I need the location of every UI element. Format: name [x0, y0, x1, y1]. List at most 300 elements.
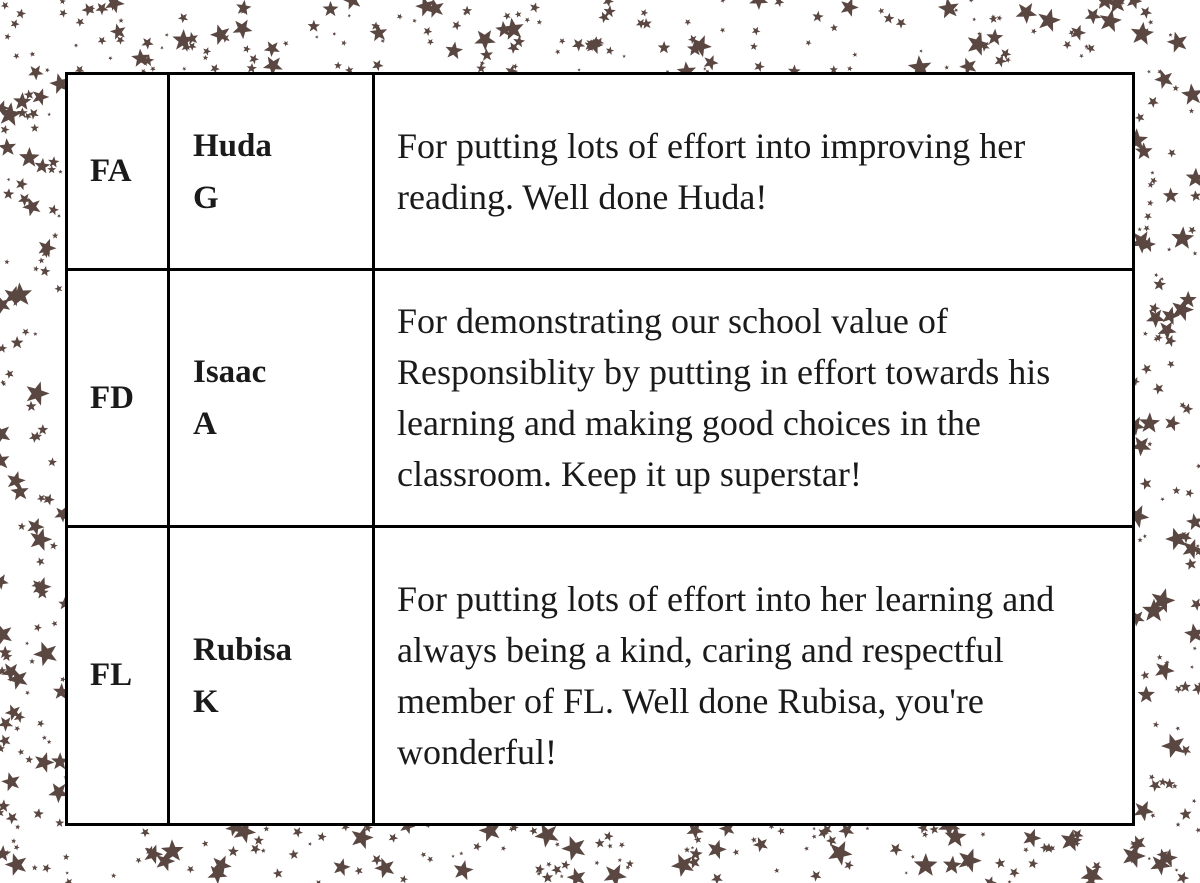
star-icon: [812, 834, 817, 839]
star-icon: [1190, 190, 1200, 201]
star-icon: [1177, 872, 1189, 883]
star-icon: [423, 27, 432, 36]
star-icon: [3, 188, 14, 199]
star-icon: [22, 329, 30, 336]
star-icon: [530, 2, 540, 12]
star-icon: [1028, 858, 1038, 868]
star-icon: [334, 62, 342, 70]
star-icon: [1150, 171, 1154, 175]
star-icon: [812, 827, 816, 831]
award-reason: For putting lots of effort into improving her reading. Well done Huda!: [374, 74, 1134, 270]
star-icon: [1175, 868, 1179, 872]
star-icon: [273, 868, 283, 878]
star-icon: [914, 853, 938, 876]
star-icon: [525, 17, 531, 23]
star-icon: [25, 690, 30, 695]
star-icon: [1169, 33, 1173, 37]
star-icon: [33, 88, 50, 105]
star-icon: [1154, 273, 1158, 278]
star-icon: [0, 623, 12, 646]
star-icon: [0, 574, 9, 590]
star-icon: [59, 9, 67, 17]
star-icon: [720, 28, 725, 34]
star-icon: [40, 266, 50, 276]
star-icon: [641, 18, 652, 29]
star-icon: [1038, 9, 1061, 32]
star-icon: [60, 0, 66, 4]
star-icon: [1195, 828, 1200, 834]
star-icon: [261, 848, 266, 853]
star-icon: [1163, 188, 1179, 203]
star-icon: [1172, 486, 1180, 494]
star-icon: [65, 878, 73, 883]
star-icon: [603, 0, 614, 7]
star-icon: [254, 835, 264, 845]
star-icon: [671, 854, 694, 877]
star-icon: [24, 90, 34, 100]
star-icon: [1143, 534, 1147, 538]
star-icon: [1135, 113, 1145, 123]
star-icon: [1144, 213, 1152, 221]
star-icon: [352, 826, 374, 849]
star-icon: [852, 52, 857, 57]
star-icon: [865, 826, 869, 830]
star-icon: [342, 0, 361, 10]
star-icon: [751, 837, 757, 843]
star-icon: [884, 13, 895, 24]
star-icon: [1181, 83, 1200, 104]
star-icon: [33, 266, 39, 272]
pupil-initial: G: [193, 179, 219, 216]
star-icon: [178, 13, 188, 23]
star-icon: [501, 846, 506, 851]
star-icon: [555, 842, 560, 847]
star-icon: [684, 19, 691, 26]
star-icon: [7, 178, 11, 182]
star-icon: [25, 756, 33, 764]
star-icon: [810, 871, 821, 882]
star-icon: [690, 847, 703, 860]
star-icon: [1193, 646, 1197, 650]
star-icon: [774, 868, 780, 873]
star-icon: [14, 726, 20, 732]
star-icon: [452, 21, 461, 31]
star-icon: [47, 739, 52, 744]
star-icon: [334, 858, 351, 876]
star-icon: [1131, 22, 1154, 45]
star-icon: [812, 11, 823, 22]
star-icon: [943, 856, 962, 874]
pupil-initial: K: [193, 683, 219, 720]
star-icon: [33, 332, 37, 336]
star-icon: [293, 827, 303, 837]
star-icon: [34, 624, 42, 632]
star-icon: [1100, 9, 1122, 32]
star-icon: [52, 232, 59, 238]
star-icon: [1, 772, 19, 791]
star-icon: [29, 658, 35, 664]
star-icon: [480, 48, 493, 61]
star-icon: [607, 843, 612, 848]
star-icon: [711, 873, 723, 883]
star-icon: [844, 860, 854, 870]
star-icon: [1143, 331, 1148, 336]
star-icon: [551, 865, 562, 876]
star-icon: [905, 871, 909, 874]
star-icon: [249, 54, 259, 64]
star-icon: [76, 18, 85, 27]
star-icon: [54, 285, 62, 293]
star-icon: [890, 843, 903, 856]
star-icon: [561, 860, 570, 869]
star-icon: [7, 471, 25, 490]
star-icon: [63, 854, 70, 861]
star-icon: [959, 849, 982, 873]
star-icon: [264, 41, 280, 57]
star-icon: [606, 46, 614, 55]
star-icon: [560, 874, 564, 878]
star-icon: [1149, 780, 1161, 792]
star-icon: [202, 840, 209, 847]
star-icon: [929, 825, 938, 835]
star-icon: [828, 841, 852, 866]
star-icon: [622, 54, 626, 58]
star-icon: [1186, 168, 1200, 187]
star-icon: [1140, 671, 1149, 680]
star-icon: [228, 846, 239, 857]
star-icon: [283, 41, 289, 47]
star-icon: [16, 178, 28, 190]
star-icon: [348, 14, 352, 18]
star-icon: [1186, 489, 1195, 498]
star-icon: [0, 344, 7, 353]
star-icon: [641, 9, 648, 17]
star-icon: [626, 860, 634, 868]
star-icon: [333, 32, 337, 36]
star-icon: [0, 451, 9, 471]
star-icon: [47, 112, 51, 116]
star-icon: [619, 842, 625, 848]
star-icon: [684, 847, 690, 853]
star-icon: [36, 557, 45, 566]
star-icon: [847, 66, 853, 72]
star-icon: [944, 65, 949, 70]
star-icon: [1139, 412, 1160, 432]
star-icon: [17, 749, 24, 756]
star-icon: [389, 833, 399, 843]
star-icon: [187, 866, 195, 874]
star-icon: [446, 42, 464, 60]
star-icon: [250, 844, 261, 854]
star-icon: [774, 0, 784, 7]
star-icon: [35, 752, 54, 772]
star-icon: [50, 542, 58, 550]
star-icon: [37, 720, 45, 728]
star-icon: [30, 51, 36, 57]
star-icon: [750, 43, 758, 51]
star-icon: [1179, 808, 1191, 820]
star-icon: [58, 170, 63, 174]
pupil-initial: A: [193, 406, 217, 442]
star-icon: [1175, 726, 1180, 731]
star-icon: [341, 40, 347, 46]
star-icon: [427, 39, 434, 46]
star-icon: [1184, 623, 1200, 643]
star-icon: [459, 851, 463, 855]
star-icon: [535, 823, 559, 847]
star-icon: [911, 855, 915, 859]
star-icon: [997, 15, 1003, 21]
pupil-first-name: Rubisa: [193, 631, 293, 668]
star-icon: [1147, 441, 1152, 446]
star-icon: [413, 19, 417, 24]
star-icon: [1153, 721, 1159, 727]
star-icon: [708, 840, 727, 860]
star-icon: [985, 876, 997, 883]
star-icon: [203, 47, 211, 56]
star-icon: [51, 621, 57, 627]
table-row: [67, 270, 1134, 527]
star-icon: [1137, 227, 1142, 231]
star-icon: [1137, 537, 1142, 542]
star-icon: [1079, 54, 1084, 58]
star-icon: [5, 33, 12, 40]
star-icon: [1086, 44, 1095, 54]
star-icon: [561, 836, 585, 861]
star-icon: [28, 109, 39, 120]
star-icon: [542, 872, 553, 883]
star-icon: [1167, 149, 1176, 158]
award-reason: For demonstrating our school value of Responsiblity by putting in effort towards his learning and making good choices in the classroom. Keep it up superstar!: [374, 270, 1134, 527]
star-icon: [754, 61, 765, 72]
star-icon: [595, 860, 600, 865]
star-icon: [160, 46, 164, 50]
pupil-first-name: Isaac: [193, 354, 267, 390]
star-icon: [704, 55, 719, 70]
star-icon: [355, 867, 363, 875]
star-icon: [14, 844, 20, 850]
star-icon: [16, 9, 26, 19]
star-icon: [515, 11, 522, 18]
star-icon: [830, 24, 838, 32]
star-icon: [1176, 822, 1181, 827]
star-icon: [752, 27, 761, 36]
star-icon: [604, 831, 614, 841]
star-icon: [1185, 558, 1197, 570]
star-icon: [372, 60, 383, 71]
star-icon: [1153, 383, 1164, 394]
pupil-name: [169, 270, 374, 527]
star-icon: [1161, 734, 1184, 758]
star-icon: [233, 20, 253, 39]
star-icon: [572, 39, 585, 52]
star-icon: [108, 56, 112, 60]
star-icon: [1189, 108, 1195, 113]
star-icon: [1192, 799, 1196, 804]
star-icon: [6, 812, 18, 824]
star-icon: [1167, 361, 1175, 369]
star-icon: [15, 824, 20, 829]
star-icon: [1149, 774, 1155, 780]
star-icon: [537, 19, 543, 25]
star-icon: [42, 735, 47, 740]
star-icon: [136, 858, 142, 864]
star-icon: [57, 214, 61, 218]
star-icon: [182, 67, 186, 71]
star-icon: [165, 33, 169, 37]
star-icon: [749, 0, 768, 10]
star-icon: [1127, 0, 1142, 9]
table-row: [67, 74, 1134, 270]
star-icon: [1138, 686, 1155, 703]
star-icon: [11, 838, 16, 843]
star-icon: [922, 831, 928, 838]
star-icon: [5, 853, 27, 876]
star-icon: [49, 205, 59, 216]
star-icon: [37, 424, 48, 434]
star-icon: [1196, 463, 1200, 468]
star-icon: [116, 36, 125, 45]
star-icon: [33, 642, 57, 667]
star-icon: [1188, 226, 1196, 234]
star-icon: [567, 868, 586, 883]
star-icon: [841, 0, 859, 17]
star-icon: [141, 38, 153, 50]
star-icon: [38, 239, 56, 258]
star-icon: [720, 0, 725, 3]
star-icon: [1, 125, 10, 134]
star-icon: [1147, 70, 1151, 74]
star-icon: [806, 40, 812, 46]
star-icon: [30, 124, 39, 132]
star-icon: [38, 257, 44, 263]
awards-table: [65, 72, 1135, 826]
star-icon: [804, 846, 809, 851]
star-icon: [8, 282, 32, 306]
star-icon: [1186, 513, 1200, 530]
star-icon: [451, 854, 455, 858]
star-icon: [26, 401, 37, 412]
star-icon: [243, 45, 251, 53]
star-icon: [11, 19, 20, 28]
star-icon: [986, 29, 1003, 46]
star-icon: [1154, 70, 1173, 89]
star-icon: [968, 33, 990, 56]
star-icon: [1174, 686, 1182, 694]
star-icon: [95, 3, 108, 15]
star-icon: [371, 855, 382, 866]
star-icon: [462, 6, 472, 16]
star-icon: [1190, 665, 1194, 669]
star-icon: [1, 2, 9, 10]
star-icon: [140, 828, 150, 837]
star-icon: [474, 30, 496, 51]
class-code: FL: [67, 527, 169, 825]
star-icon: [13, 53, 20, 59]
star-icon: [37, 494, 46, 502]
star-icon: [118, 18, 123, 23]
star-icon: [1140, 478, 1152, 490]
star-icon: [323, 1, 339, 16]
star-icon: [98, 37, 107, 45]
star-icon: [65, 871, 69, 875]
class-code: FD: [67, 270, 169, 527]
star-icon: [0, 138, 16, 156]
star-icon: [896, 18, 907, 28]
star-icon: [47, 165, 56, 173]
star-icon: [1140, 7, 1152, 19]
star-icon: [1150, 813, 1155, 818]
star-icon: [45, 68, 50, 73]
star-icon: [1153, 278, 1166, 291]
star-icon: [1183, 539, 1200, 559]
star-icon: [1180, 745, 1191, 756]
star-icon: [529, 827, 537, 836]
star-icon: [1023, 829, 1041, 848]
star-icon: [18, 522, 26, 530]
star-icon: [111, 873, 116, 878]
star-icon: [1143, 225, 1150, 232]
star-icon: [318, 832, 327, 841]
star-icon: [546, 862, 552, 868]
star-icon: [1160, 497, 1164, 501]
star-icon: [878, 8, 884, 15]
star-icon: [397, 14, 403, 20]
star-icon: [1005, 57, 1011, 63]
star-icon: [1085, 8, 1102, 24]
star-icon: [1165, 415, 1180, 431]
star-icon: [1148, 97, 1159, 108]
star-icon: [555, 49, 560, 55]
star-icon: [1148, 857, 1152, 860]
star-icon: [74, 44, 78, 48]
star-icon: [1141, 364, 1152, 374]
star-icon: [777, 827, 784, 835]
star-icon: [604, 864, 627, 883]
star-icon: [1134, 801, 1154, 821]
star-icon: [1148, 20, 1153, 25]
star-icon: [535, 864, 545, 874]
star-icon: [733, 849, 740, 856]
star-icon: [308, 842, 312, 846]
star-icon: [4, 259, 9, 264]
star-icon: [0, 799, 10, 812]
star-icon: [27, 382, 50, 406]
star-icon: [1191, 598, 1200, 610]
star-icon: [427, 856, 434, 863]
star-icon: [1023, 847, 1029, 853]
star-icon: [980, 832, 985, 837]
star-icon: [1063, 41, 1072, 50]
star-icon: [400, 875, 408, 883]
pupil-first-name: Huda: [193, 127, 272, 164]
star-icon: [691, 846, 695, 849]
table-row: [67, 527, 1134, 825]
star-icon: [315, 35, 319, 39]
star-icon: [474, 842, 482, 851]
class-code: FA: [67, 74, 169, 270]
star-icon: [55, 818, 64, 827]
star-icon: [1155, 660, 1175, 680]
star-icon: [308, 20, 320, 32]
star-icon: [289, 849, 299, 859]
star-icon: [203, 55, 209, 61]
star-icon: [1173, 85, 1180, 92]
star-icon: [1193, 251, 1198, 256]
star-icon: [1147, 200, 1154, 207]
star-icon: [420, 852, 426, 858]
star-icon: [1009, 868, 1019, 878]
